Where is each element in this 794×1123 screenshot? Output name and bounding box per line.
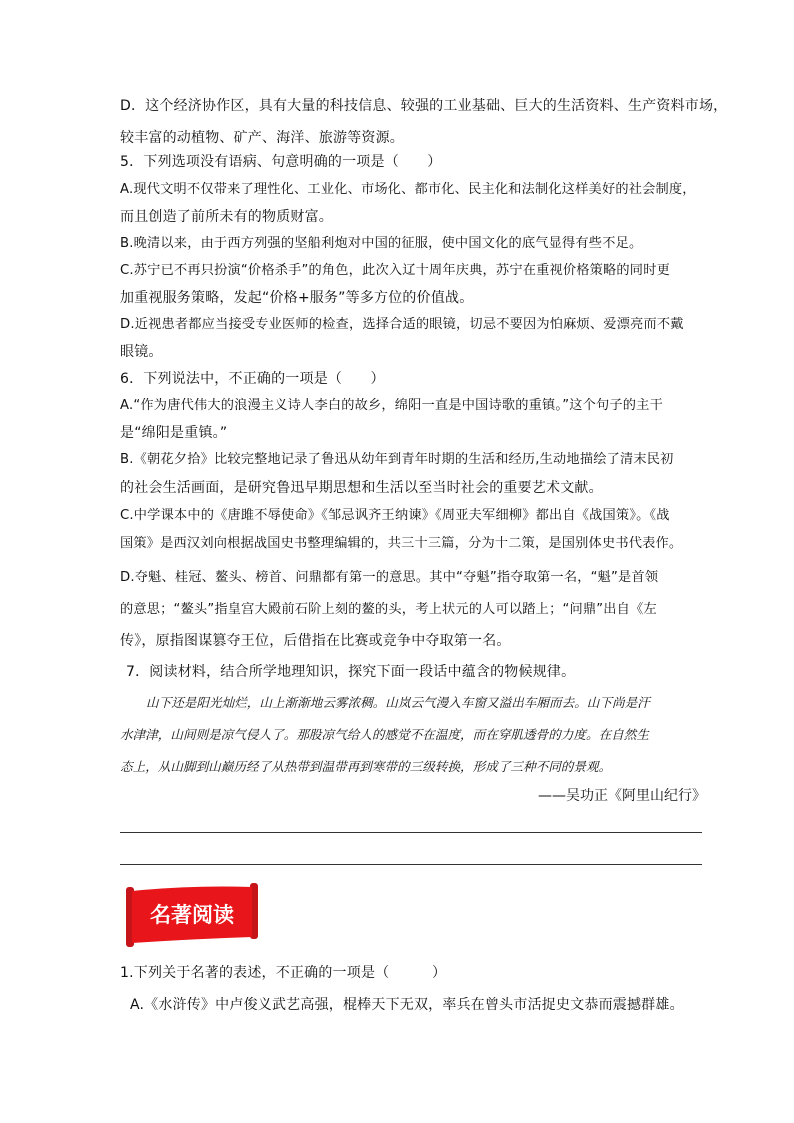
q4-option-d-line1: D．这个经济协作区，具有大量的科技信息、较强的工业基础、巨大的生活资料、生产资料市场， xyxy=(120,98,728,114)
q5-option-c-line1: C.苏宁已不再只扮演“价格杀手”的角色，此次入辽十周年庆典，苏宁在重视价格策略的同时更 xyxy=(120,263,670,278)
q5-stem: 5．下列选项没有语病、句意明确的一项是（ ） xyxy=(120,154,442,170)
q7-stem: 7．阅读材料，结合所学地理知识，探究下面一段话中蕴含的物候规律。 xyxy=(126,664,576,680)
q5-option-d-line1: D.近视患者都应当接受专业医师的检查，选择合适的眼镜，切忌不要因为怕麻烦、爱漂亮而不戴 xyxy=(120,317,684,332)
q6-option-d-line3: 传》，原指图谋篡夺王位，后借指在比赛或竞争中夺取第一名。 xyxy=(120,633,511,649)
answer-line-2 xyxy=(120,864,702,865)
q6-option-c-line2: 国策》是西汉刘向根据战国史书整理编辑的，共三十三篇，分为十二策，是国别体史书代表作。 xyxy=(120,536,683,551)
q6-option-d-line2: 的意思；“鳌头”指皇宫大殿前石阶上刻的鳌的头，考上状元的人可以踏上；“问鼎”出自《左 xyxy=(120,602,657,617)
q7-passage-line3: 态上，从山脚到山巅历经了从热带到温带再到寒带的三级转换，形成了三种不同的景观。 xyxy=(120,759,612,774)
q6-stem: 6．下列说法中，不正确的一项是（ ） xyxy=(120,371,385,387)
q6-option-c-line1: C.中学课本中的《唐雎不辱使命》《邹忌讽齐王纳谏》《周亚夫军细柳》都出自《战国策》。《战 xyxy=(120,508,670,523)
q6-option-d-line1: D.夺魁、桂冠、鳌头、榜首、问鼎都有第一的意思。其中“夺魁”指夺取第一名，“魁”是首领 xyxy=(120,570,659,585)
q6-option-a-line1: A.“作为唐代伟大的浪漫主义诗人李白的故乡，绵阳一直是中国诗歌的重镇。”这个句子的主干 xyxy=(120,398,663,413)
q6-option-b-line1: B.《朝花夕拾》比较完整地记录了鲁迅从幼年到青年时期的生活和经历,生动地描绘了清末民初 xyxy=(120,452,674,467)
q7-passage-line1: 山下还是阳光灿烂，山上渐渐地云雾浓稠。山岚云气漫入车窗又溢出车厢而去。山下尚是汗 xyxy=(146,695,650,710)
reading-q1-option-a: A.《水浒传》中卢俊义武艺高强，棍棒天下无双，率兵在曾头市活捉史文恭而震撼群雄。 xyxy=(130,997,684,1013)
q5-option-d-line2: 眼镜。 xyxy=(120,344,163,360)
q5-option-c-line2: 加重视服务策略，发起“价格+服务”等多方位的价值战。 xyxy=(120,290,474,306)
answer-line-1 xyxy=(120,832,702,833)
q5-option-a-line1: A.现代文明不仅带来了理性化、工业化、市场化、都市化、民主化和法制化这样美好的社会制度， xyxy=(120,182,696,197)
section-badge-label: 名著阅读 xyxy=(150,903,234,927)
q7-passage-line2: 水津津，山间则是凉气侵人了。那股凉气给人的感觉不在温度，而在穿肌透骨的力度。在自然生 xyxy=(120,727,649,742)
q4-option-d-line2: 较丰富的动植物、矿产、海洋、旅游等资源。 xyxy=(120,130,404,146)
section-badge-scroll xyxy=(122,881,262,949)
q6-option-a-line2: 是“绵阳是重镇。” xyxy=(120,425,228,441)
q7-attribution: ——吴功正《阿里山纪行》 xyxy=(538,788,706,804)
q6-option-b-line2: 的社会生活画面，是研究鲁迅早期思想和生活以至当时社会的重要艺术文献。 xyxy=(120,480,603,496)
q5-option-a-line2: 而且创造了前所未有的物质财富。 xyxy=(120,209,333,225)
reading-q1-stem: 1.下列关于名著的表述，不正确的一项是（ ） xyxy=(120,965,447,981)
q5-option-b: B.晚清以来，由于西方列强的坚船利炮对中国的征服，使中国文化的底气显得有些不足。 xyxy=(120,236,643,251)
